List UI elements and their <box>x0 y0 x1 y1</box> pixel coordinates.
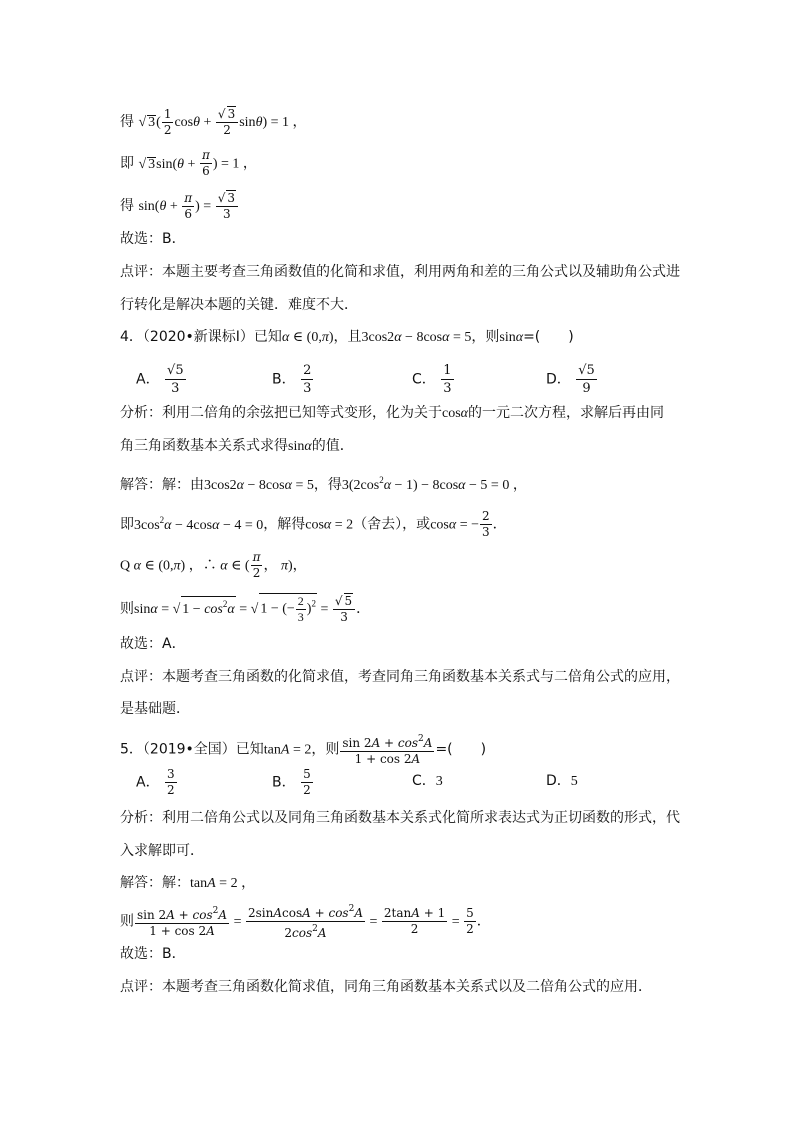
text: 分析：利用二倍角的余弦把已知等式变形，化为关于 <box>120 405 442 421</box>
option-label: D． <box>546 773 571 789</box>
option-label: C． <box>412 773 436 789</box>
text: 解答：解：由 <box>120 477 204 493</box>
choice-line-q5: 故选：B． <box>120 946 186 962</box>
text: 得 <box>120 114 134 130</box>
derivation-line-1: 得 √ 3( $\frac{1}{2}$ cosθ + $\frac{√ 3}{2}$ sinθ) = 1 ， <box>120 106 307 137</box>
option-denominator: 3 <box>165 379 186 397</box>
text: 5．（2019•全国）已知 <box>120 741 264 758</box>
solution-q4-1: 解答：解：由3cos2α − 8cosα = 5，得$3(2\cos^2\alpha - 1) - 8\cos\alpha - 5 = 0$ ， <box>120 475 527 493</box>
text: =( ) <box>523 329 574 345</box>
analysis-q4-1: 分析：利用二倍角的余弦把已知等式变形，化为关于cosα的一元二次方程，求解后再由同 <box>120 405 665 421</box>
review-q4-1: 点评：本题考查三角函数的化简求值，考查同角三角函数基本关系式与二倍角公式的应用， <box>120 669 680 685</box>
analysis-q4-2: 角三角函数基本关系式求得sinα的值． <box>120 438 354 454</box>
text: 解答：解： <box>120 875 190 891</box>
review-q4-2: 是基础题． <box>120 701 190 717</box>
option-q5-a <box>136 767 178 798</box>
text: ，解得 <box>263 516 306 533</box>
review-q5: 点评：本题考查三角函数化简求值，同角三角函数基本关系式以及二倍角公式的应用． <box>120 979 652 995</box>
text: ，得 <box>313 477 342 493</box>
option-q4-b <box>272 362 314 397</box>
derivation-line-3: 得 sin(θ + $\frac{\pi}{6}$ ) = $\frac{√ 3}{3}$ <box>120 190 239 222</box>
analysis-q5-2: 入求解即可． <box>120 843 204 859</box>
derivation-line-2: 即 √ 3sin(θ + $\frac{\pi}{6}$ ) = 1 ， <box>120 148 257 178</box>
text: 则 <box>120 913 134 930</box>
option-numerator: √5 <box>167 363 184 378</box>
option-q5-b <box>272 767 314 798</box>
choice-line-q3: 故选：B． <box>120 231 186 247</box>
option-q5-c <box>412 771 443 792</box>
option-numerator: 5 <box>303 767 311 781</box>
text: 得 <box>120 198 134 214</box>
option-value: 5 <box>570 774 578 789</box>
option-value: 3 <box>435 774 443 789</box>
option-denominator: 3 <box>443 381 452 396</box>
choice-line-q4: 故选：A． <box>120 636 186 652</box>
option-label: B． <box>272 371 296 388</box>
text: ，则 <box>471 329 500 345</box>
solution-q5-1: 解答：解：tanA = 2 ， <box>120 875 256 891</box>
text: ，则 <box>311 741 340 758</box>
text: =( ) <box>435 741 487 758</box>
option-numerator: 1 <box>443 363 452 378</box>
solution-q4-3: Q α ∈ (0,π) ，∴ α ∈ ( $\frac{\pi}{2}$ ， π)， <box>120 550 307 580</box>
solution-q4-2: 即$3\cos^2\alpha - 4\cos\alpha - 4 = 0$，解得cosα = 2（舍去），或cosα = − $\frac{2}{3}$ ． <box>120 509 507 539</box>
option-label: C． <box>412 371 436 388</box>
option-denominator: 3 <box>303 381 312 396</box>
option-denominator: 2 <box>167 783 175 797</box>
option-denominator: 9 <box>576 379 597 397</box>
text: ， <box>292 557 307 574</box>
text: 的一元二次方程，求解后再由同 <box>468 405 665 421</box>
option-denominator: 2 <box>303 783 311 797</box>
option-q5-d <box>546 771 578 792</box>
review-line-q3-1: 点评：本题主要考查三角函数值的化简和求值，利用两角和差的三角公式以及辅助角公式进 <box>120 264 680 280</box>
option-numerator: 3 <box>167 767 175 781</box>
option-q4-c <box>412 362 455 397</box>
option-numerator: √5 <box>578 363 595 378</box>
option-numerator: 2 <box>303 363 312 378</box>
question-4-stem: 4．（2020•新课标Ⅰ）已知α ∈ (0,π)，且3cos2α − 8cosα = 5，则sinα=( ) <box>120 329 574 345</box>
option-label: D． <box>546 371 571 388</box>
text: 则 <box>120 601 134 617</box>
text: 4．（2020•新课标Ⅰ）已知 <box>120 329 282 345</box>
option-q4-a <box>136 362 187 397</box>
review-line-q3-2: 行转化是解决本题的关键．难度不大． <box>120 297 358 313</box>
question-5-stem: 5．（2019•全国）已知tanA = 2，则 $\frac{\sin 2A + \cos^2A}{1 + \cos 2A}$ =( ) <box>120 734 487 766</box>
solution-q4-4: 则sinα = √ $1 - \cos^2\alpha$ = √ 1 − (− $\frac{2}{3}$ )$^2$ = $\frac{√ 5}{3}$ ． <box>120 594 371 625</box>
option-label: A． <box>136 371 160 388</box>
text: 即 <box>120 516 134 533</box>
text: 角三角函数基本关系式求得 <box>120 438 288 454</box>
analysis-q5-1: 分析：利用二倍角公式以及同角三角函数基本关系式化简所求表达式为正切函数的形式，代 <box>120 810 680 826</box>
option-label: A． <box>136 774 160 791</box>
option-q4-d <box>546 362 598 397</box>
solution-q5-2: 则 $\frac{\sin 2A + \cos^2A}{1 + \cos 2A}$ = $\frac{2sinAcosA + \cos^2A}{2\cos^2A}$ = $\frac{2\tan A + 1}{2}$ = $\frac{5}{2}$ ． <box>120 904 491 940</box>
text: （舍去），或 <box>353 516 431 533</box>
text: ，且 <box>333 329 362 345</box>
text: 的值． <box>311 438 354 454</box>
option-label: B． <box>272 774 296 791</box>
text: 即 <box>120 155 134 172</box>
